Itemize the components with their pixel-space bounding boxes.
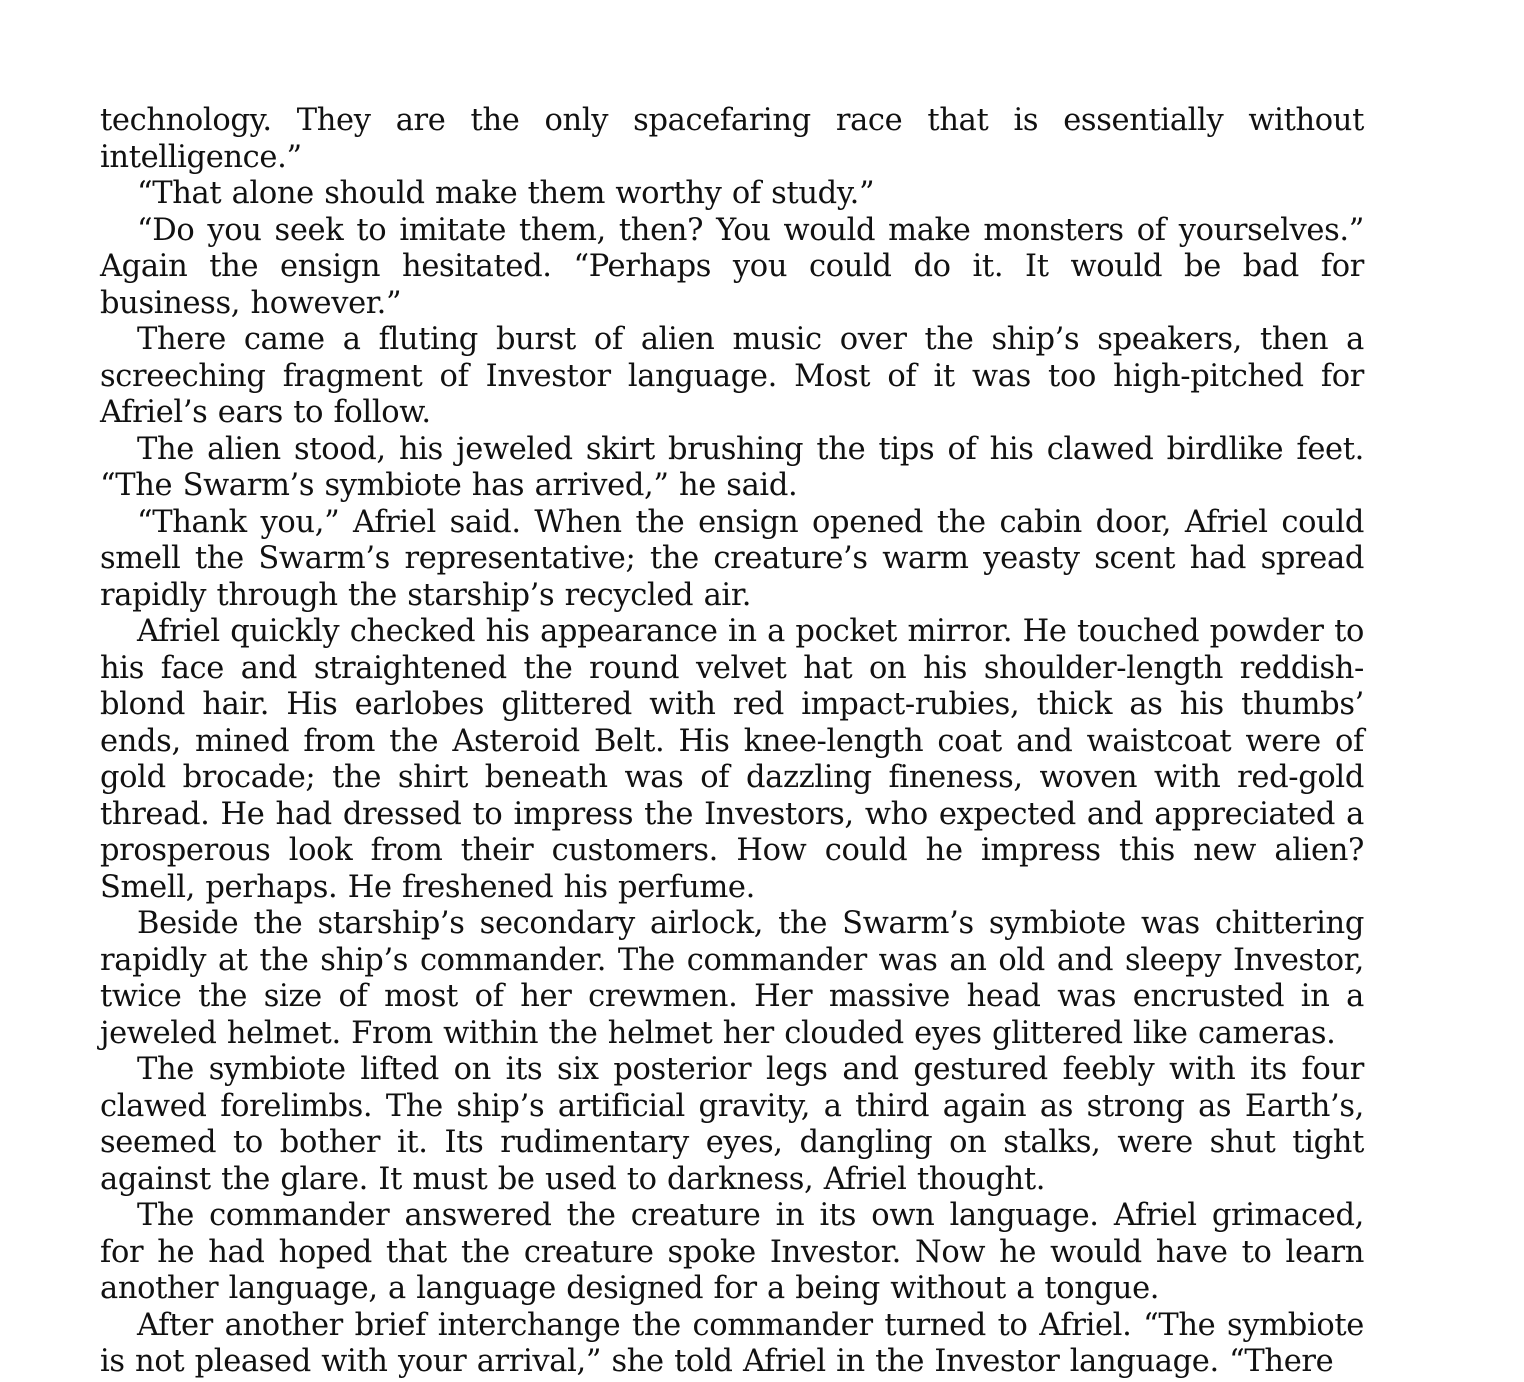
paragraph-3: “Do you seek to imitate them, then? You would make monsters of yourselves.” Again the ensign hesitated. “Perhaps you could do it. It would be bad for business, however.” — [100, 212, 1364, 321]
paragraph-10: The commander answered the creature in its own language. Afriel grimaced, for he had hoped that the creature spoke Investor. Now he would have to learn another language, a language designed for a being without a tongue. — [100, 1198, 1364, 1306]
paragraph-2: “That alone should make them worthy of study.” — [137, 176, 875, 211]
paragraph-8: Beside the starship’s secondary airlock, the Swarm’s symbiote was chittering rapidly at the ship’s commander. The commander was an old and sleepy Investor, twice the size of most of her crewmen. Her massive head was encrusted in a jeweled helmet. From within the helmet her clouded eyes glittered like cameras. — [100, 906, 1364, 1051]
paragraph-1: technology. They are the only spacefaring race that is essentially without intelligence.” — [100, 103, 1364, 175]
paragraph-6: “Thank you,” Afriel said. When the ensign opened the cabin door, Afriel could smell the Swarm’s representative; the creature’s warm yeasty scent had spread rapidly through the starship’s recycled air. — [100, 504, 1364, 613]
paragraph-4: There came a fluting burst of alien music over the ship’s speakers, then a screeching fragment of Investor language. Most of it was too high-pitched for Afriel’s ears to follow. — [100, 322, 1364, 430]
book-page — [100, 103, 1364, 1381]
paragraph-5: The alien stood, his jeweled skirt brushing the tips of his clawed birdlike feet. “The Swarm’s symbiote has arrived,” he said. — [100, 431, 1364, 503]
paragraph-7: Afriel quickly checked his appearance in a pocket mirror. He touched powder to his face and straightened the round velvet hat on his shoulder-length reddish-blond hair. His earlobes glittered with red impact-rubies, thick as his thumbs’ ends, mined from the Asteroid Belt. His knee-length coat and waistcoat were of gold brocade; the shirt beneath was of dazzling fineness, woven with red-gold thread. He had dressed to impress the Investors, who expected and appreciated a prosperous look from their customers. How could he impress this new alien? Smell, perhaps. He freshened his perfume. — [100, 614, 1364, 905]
paragraph-11: After another brief interchange the commander turned to Afriel. “The symbiote is not pleased with your arrival,” she told Afriel in the Investor language. “There — [100, 1307, 1364, 1379]
paragraph-9: The symbiote lifted on its six posterior legs and gestured feebly with its four clawed forelimbs. The ship’s artificial gravity, a third again as strong as Earth’s, seemed to bother it. Its rudimentary eyes, dangling on stalks, were shut tight against the glare. It must be used to darkness, Afriel thought. — [100, 1052, 1364, 1197]
